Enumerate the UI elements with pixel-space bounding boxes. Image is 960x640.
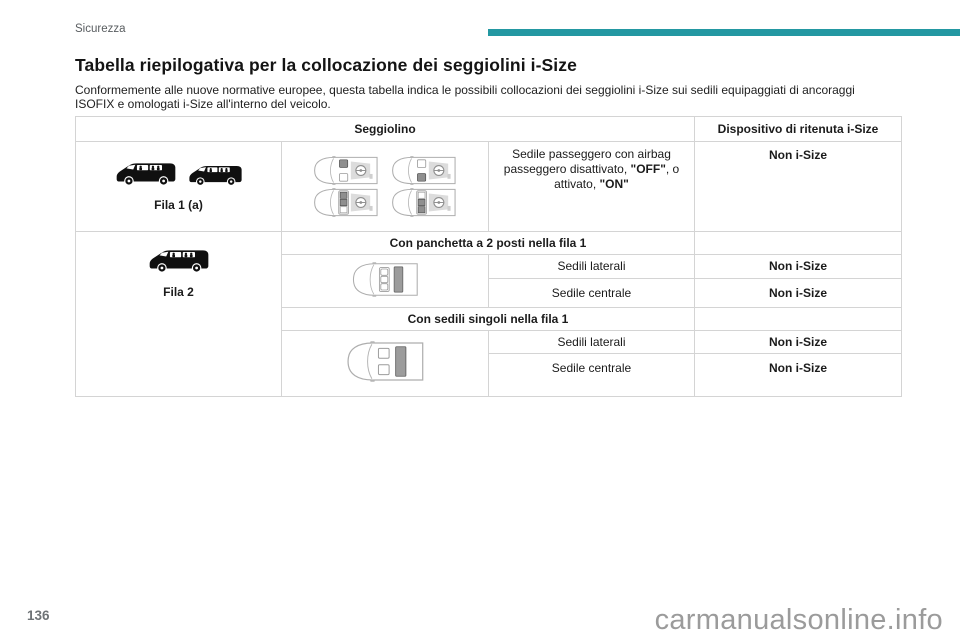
seat-position-cell: Sedili laterali	[489, 255, 695, 279]
section-row-panchetta	[76, 232, 902, 255]
restraint-cell: Non i-Size	[695, 255, 902, 279]
table-row-fila1	[76, 142, 902, 232]
intro-line-1: Conformemente alle nuove normative europee, questa tabella indica le possibili collocazioni dei seggiolini i-Size sui sedili equipaggiati di ancoraggi	[75, 83, 855, 97]
van-long-side-icon	[114, 160, 178, 187]
van-side-icon	[147, 247, 211, 274]
section-heading-sedili-singoli: Con sedili singoli nella fila 1	[282, 308, 695, 331]
row2-single-seats-highlighted-icon	[344, 341, 426, 382]
vehicle-cell-fila1	[76, 142, 282, 232]
column-header-dispositivo: Dispositivo di ritenuta i-Size	[695, 117, 902, 142]
seat-description-cell	[489, 142, 695, 232]
seat-position-cell: Sedili laterali	[489, 331, 695, 354]
diagram-cell-singoli	[282, 331, 489, 397]
front-bench-outer-middle-highlighted-icon	[311, 188, 381, 217]
i-size-table	[75, 116, 902, 397]
diagram-cell-panchetta	[282, 255, 489, 308]
intro-paragraph	[75, 84, 855, 111]
restraint-cell: Non i-Size	[695, 279, 902, 308]
restraint-cell-fila1: Non i-Size	[695, 142, 902, 232]
column-header-seggiolino: Seggiolino	[76, 117, 695, 142]
front-outer-seat-highlighted-icon	[311, 156, 381, 185]
row-label-fila1: Fila 1 (a)	[154, 198, 203, 212]
seat-position-cell: Sedile centrale	[489, 354, 695, 397]
row2-bench-highlighted-icon	[350, 262, 420, 297]
front-middle-seat-highlighted-icon	[389, 156, 459, 185]
on-label: "ON"	[599, 177, 629, 191]
watermark: carmanualsonline.info	[654, 604, 943, 636]
seat-position-cell: Sedile centrale	[489, 279, 695, 308]
restraint-cell-empty	[695, 308, 902, 331]
table-header-row	[76, 117, 902, 142]
header-rule	[488, 29, 960, 36]
page-title: Tabella riepilogativa per la collocazione dei seggiolini i-Size	[75, 55, 577, 75]
off-label: "OFF"	[630, 162, 666, 176]
page-number: 136	[27, 608, 50, 623]
diagram-cell-fila1	[282, 142, 489, 232]
row-label-fila2: Fila 2	[163, 285, 194, 299]
description-text: , o attivato,	[554, 162, 680, 191]
restraint-cell: Non i-Size	[695, 331, 902, 354]
van-short-side-icon	[187, 163, 244, 187]
restraint-cell-empty	[695, 232, 902, 255]
section-label: Sicurezza	[75, 23, 126, 35]
front-bench-middle-inner-highlighted-icon	[389, 188, 459, 217]
description-text: Sedile passeggero con airbag passeggero disattivato,	[503, 147, 671, 176]
section-heading-panchetta: Con panchetta a 2 posti nella fila 1	[282, 232, 695, 255]
intro-line-2: ISOFIX e omologati i-Size all'interno del veicolo.	[75, 96, 331, 111]
vehicle-cell-fila2	[76, 232, 282, 397]
restraint-cell: Non i-Size	[695, 354, 902, 397]
